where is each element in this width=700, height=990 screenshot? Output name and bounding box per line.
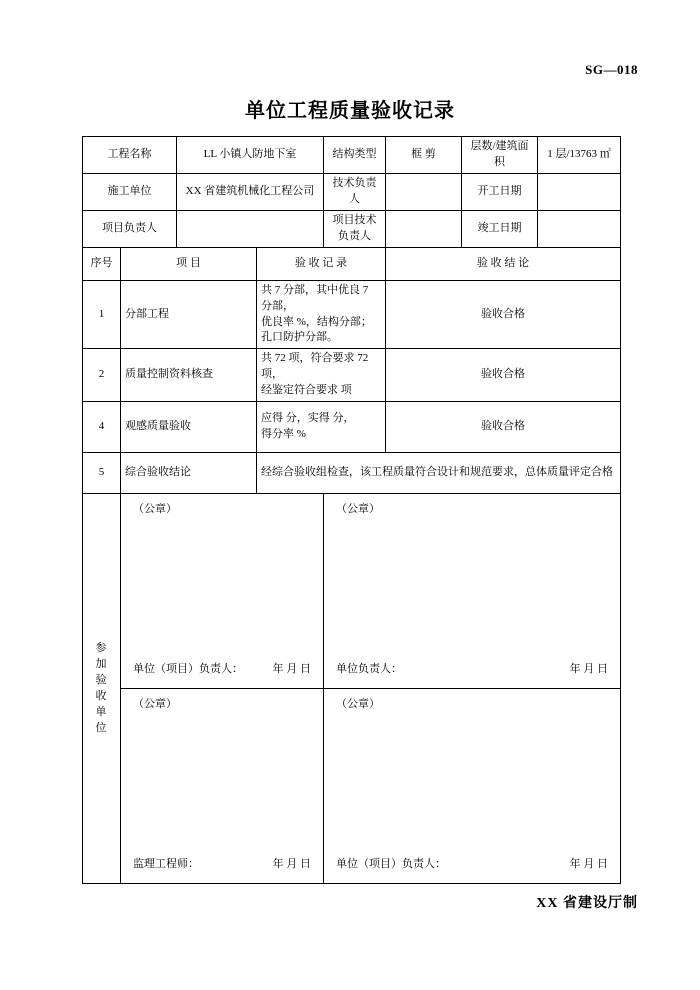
column-header-record: 验 收 记 录 [257,247,386,280]
form-code: SG—018 [585,62,638,77]
table-row [83,137,621,174]
project-tech-manager-label: 项目技术负责人 [324,210,386,247]
project-manager-value[interactable] [177,210,324,247]
signature-side-label: 参 加 验 收 单 位 [83,494,121,884]
row-item: 观感质量验收 [121,402,257,453]
project-name-value[interactable]: LL 小镇人防地下室 [177,137,324,174]
signature-role: 单位（项目）负责人： [336,858,446,871]
signature-date[interactable]: 年 月 日 [272,858,311,871]
column-header-conclusion: 验 收 结 论 [386,247,621,280]
floors-area-label: 层数/建筑面积 [462,137,538,174]
start-date-label: 开工日期 [462,173,538,210]
table-row [83,173,621,210]
signature-date[interactable]: 年 月 日 [569,858,608,871]
column-header-item: 项 目 [121,247,257,280]
construction-unit-value[interactable]: XX 省建筑机械化工程公司 [177,173,324,210]
record-line: 共 7 分部，其中优良 7 分部， [261,283,369,312]
start-date-value[interactable] [538,173,621,210]
row-item: 分部工程 [121,280,257,349]
record-line: 应得 分，实得 分， [261,412,355,425]
table-row [83,402,621,453]
page-title: 单位工程质量验收记录 [245,100,455,122]
table-header-row [83,247,621,280]
acceptance-record-table [82,136,621,884]
record-line: 优良率 %，结构分部； [261,315,372,328]
signature-block[interactable] [121,494,324,689]
tech-manager-value[interactable] [386,173,462,210]
project-manager-label: 项目负责人 [83,210,177,247]
completion-date-value[interactable] [538,210,621,247]
record-line: 得分率 % [261,428,306,441]
row-no: 4 [83,402,121,453]
table-row [83,494,621,689]
signature-role: 监理工程师： [133,858,199,871]
row-record[interactable] [257,349,386,402]
row-item: 综合验收结论 [121,453,257,494]
signature-role: 单位负责人： [336,663,402,676]
column-header-no: 序号 [83,247,121,280]
table-row [83,280,621,349]
project-name-label: 工程名称 [83,137,177,174]
row-no: 5 [83,453,121,494]
project-tech-manager-value[interactable] [386,210,462,247]
structure-type-label: 结构类型 [324,137,386,174]
structure-type-value[interactable]: 框 剪 [386,137,462,174]
table-row [83,453,621,494]
signature-date[interactable]: 年 月 日 [569,663,608,676]
signature-role: 单位（项目）负责人： [133,663,243,676]
row-record[interactable] [257,280,386,349]
row-item: 质量控制资料核查 [121,349,257,402]
seal-label: （公章） [336,698,380,711]
record-line: 共 72 项，符合要求 72 项， [261,352,369,381]
signature-block[interactable] [324,494,621,689]
row-conclusion[interactable]: 验收合格 [386,349,621,402]
signature-block[interactable] [324,689,621,884]
seal-label: （公章） [133,698,177,711]
row-conclusion[interactable]: 验收合格 [386,280,621,349]
row-record[interactable] [257,402,386,453]
row-summary-text[interactable]: 经综合验收组检查，该工程质量符合设计和规范要求，总体质量评定合格 [257,453,621,494]
row-no: 2 [83,349,121,402]
signature-block[interactable] [121,689,324,884]
table-row [83,210,621,247]
table-row [83,349,621,402]
row-no: 1 [83,280,121,349]
floors-area-value[interactable]: 1 层/13763 ㎡ [538,137,621,174]
seal-label: （公章） [133,503,177,516]
construction-unit-label: 施工单位 [83,173,177,210]
footer-issuer: XX 省建设厅制 [536,896,638,911]
seal-label: （公章） [336,503,380,516]
record-line: 经鉴定符合要求 项 [261,384,352,397]
table-row [83,689,621,884]
signature-side-label-text: 参 [95,641,108,654]
tech-manager-label: 技术负责人 [324,173,386,210]
completion-date-label: 竣工日期 [462,210,538,247]
record-line: 孔口防护分部。 [261,331,338,344]
row-conclusion[interactable]: 验收合格 [386,402,621,453]
signature-date[interactable]: 年 月 日 [272,663,311,676]
